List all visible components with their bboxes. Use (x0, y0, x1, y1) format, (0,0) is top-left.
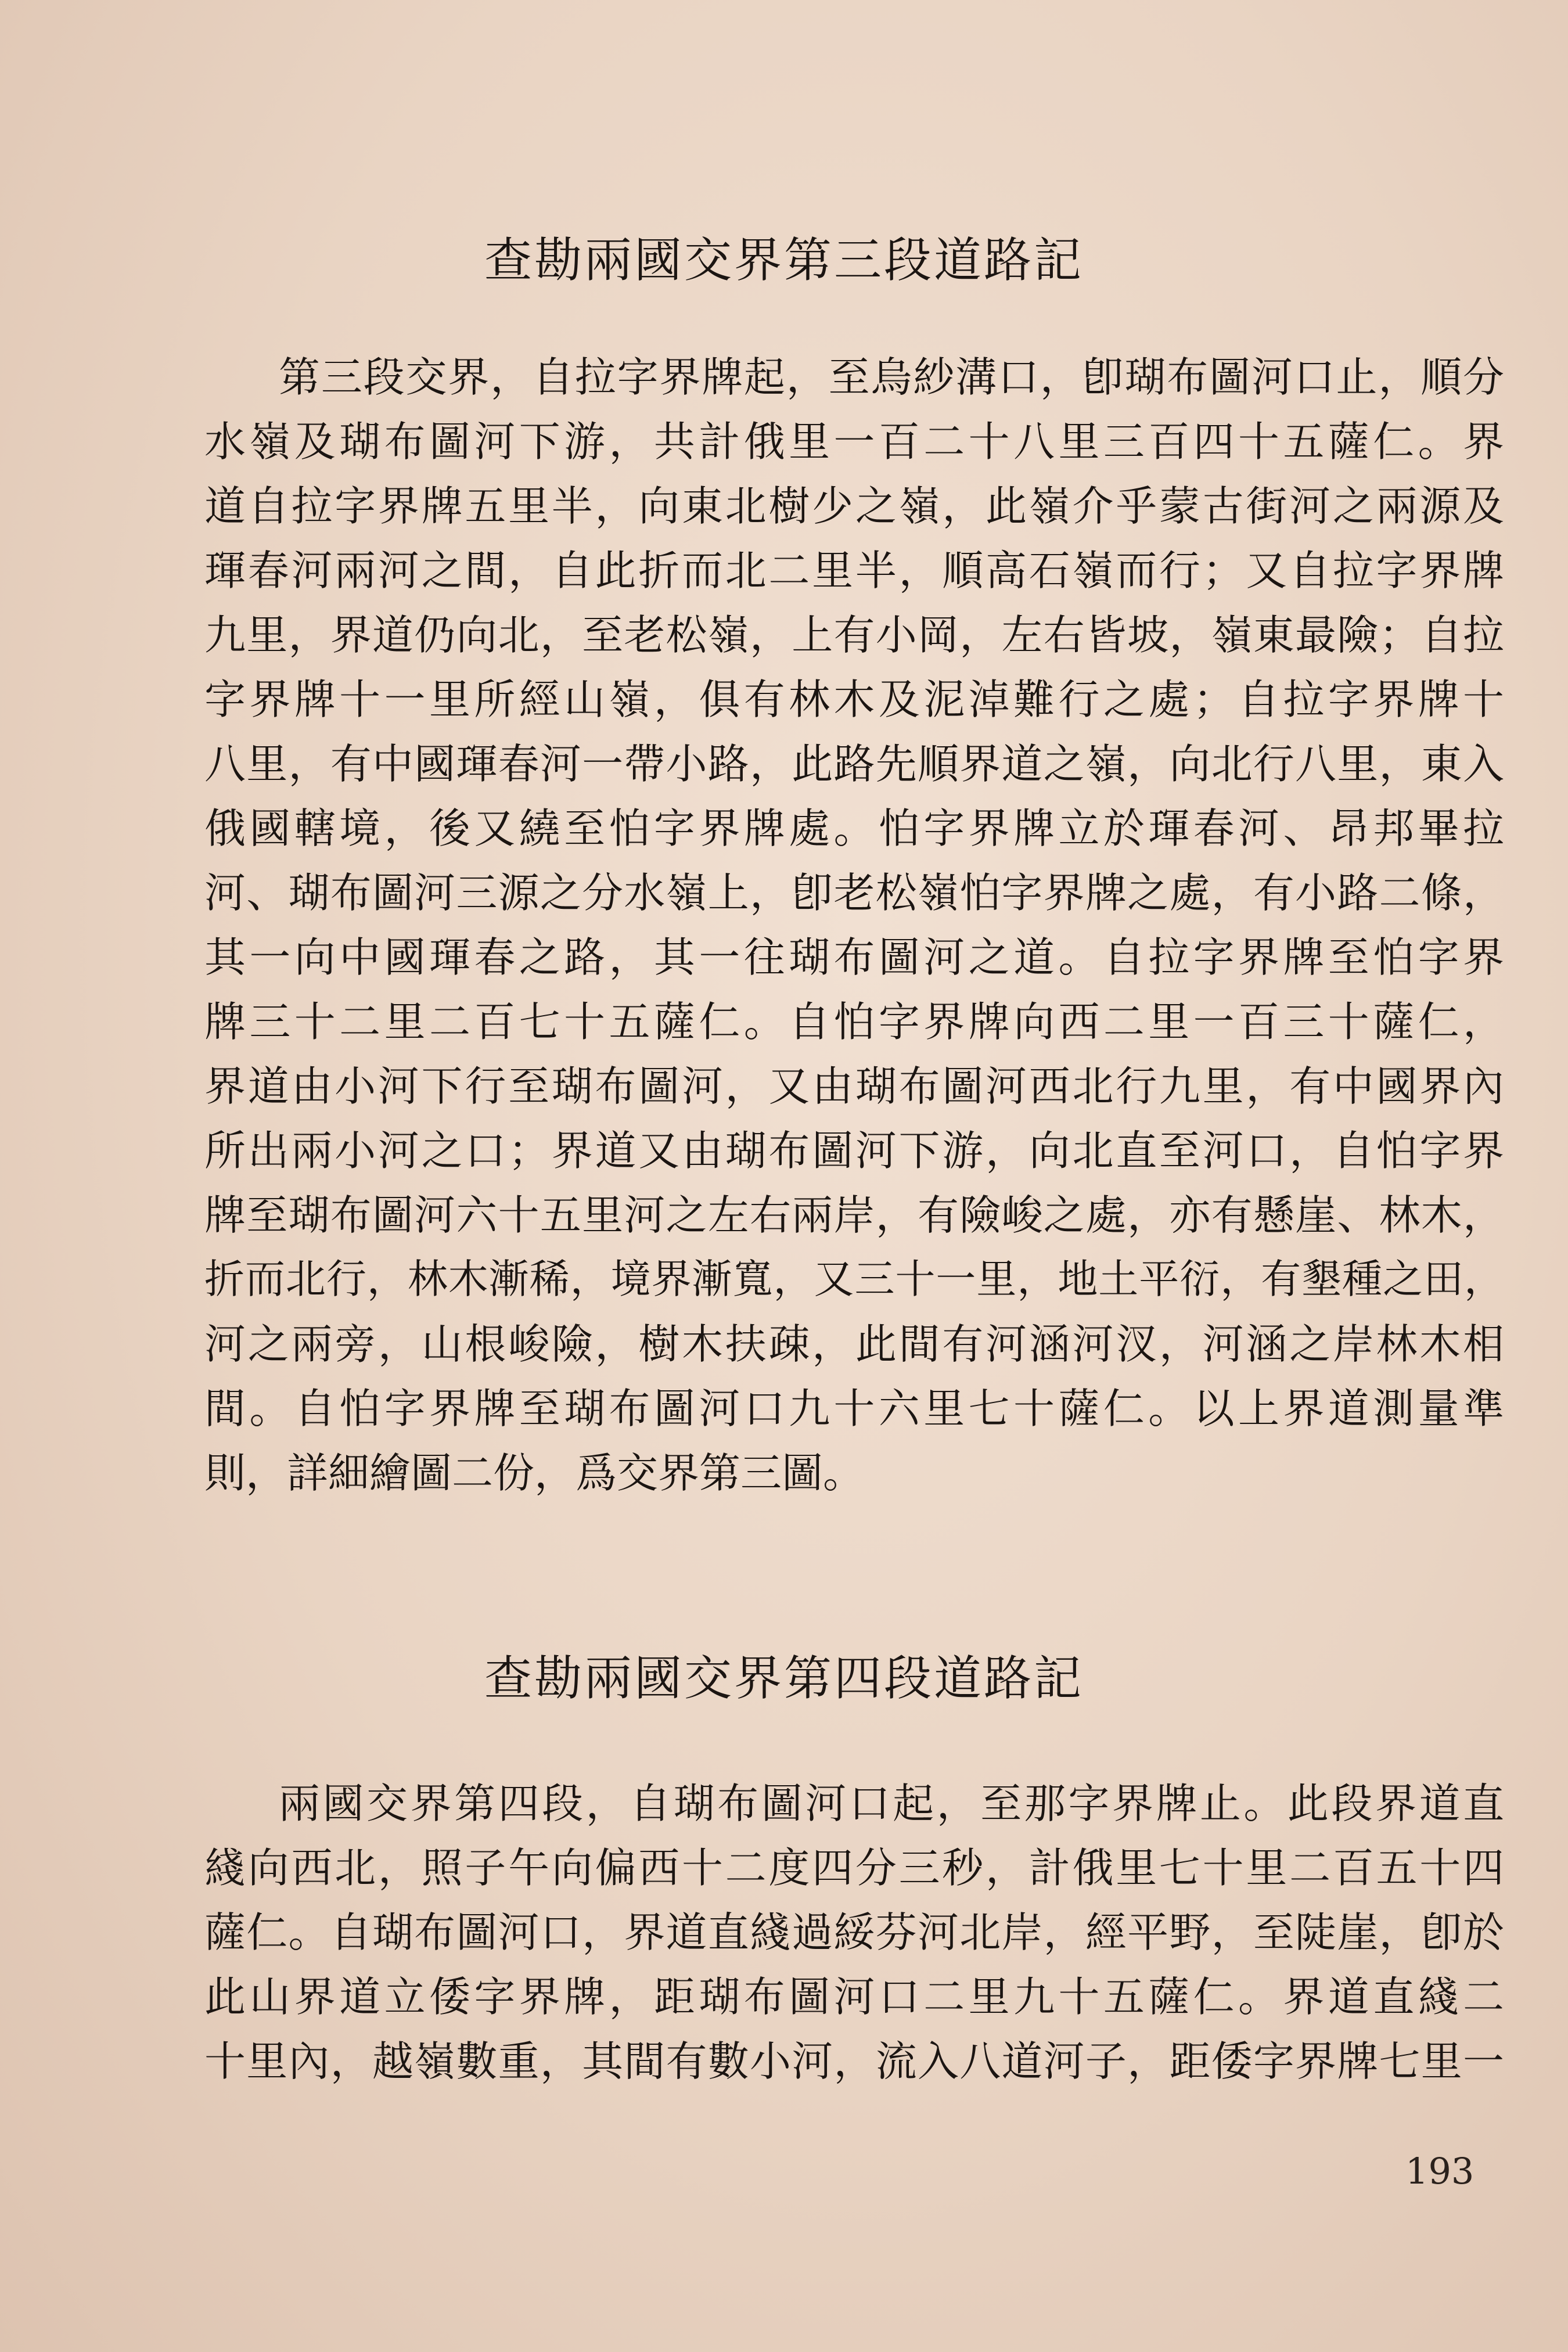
text-line: 九里，界道仍向北，至老松嶺，上有小岡，左右皆坡，嶺東最險；自拉 (204, 611, 1504, 659)
text-line: 河之兩旁，山根峻險，樹木扶疎，此間有河涵河汊，河涵之岸林木相 (204, 1320, 1504, 1368)
text-line: 牌至瑚布圖河六十五里河之左右兩岸，有險峻之處，亦有懸崖、林木， (204, 1191, 1504, 1239)
text-line: 牌三十二里二百七十五薩仁。自怕字界牌向西二里一百三十薩仁， (204, 998, 1504, 1046)
text-line: 所出兩小河之口；界道又由瑚布圖河下游，向北直至河口，自怕字界 (204, 1127, 1504, 1175)
text-line: 其一向中國琿春之路，其一往瑚布圖河之道。自拉字界牌至怕字界 (204, 933, 1504, 981)
text-line: 折而北行，林木漸稀，境界漸寬，又三十一里，地土平衍，有墾種之田， (204, 1256, 1504, 1303)
text-line: 綫向西北，照子午向偏西十二度四分三秒，計俄里七十里二百五十四 (204, 1844, 1504, 1892)
text-line: 字界牌十一里所經山嶺，俱有林木及泥淖難行之處；自拉字界牌十 (204, 675, 1504, 724)
text-line: 道自拉字界牌五里半，向東北樹少之嶺，此嶺介乎蒙古街河之兩源及 (204, 482, 1504, 530)
text-line: 此山界道立倭字界牌，距瑚布圖河口二里九十五薩仁。界道直綫二 (204, 1973, 1504, 2021)
text-line: 界道由小河下行至瑚布圖河，又由瑚布圖河西北行九里，有中國界內 (204, 1062, 1504, 1110)
text-line: 第三段交界，自拉字界牌起，至烏紗溝口，卽瑚布圖河口止，順分 (279, 353, 1504, 401)
text-line: 間。自怕字界牌至瑚布圖河口九十六里七十薩仁。以上界道測量準 (204, 1384, 1504, 1433)
text-line: 琿春河兩河之間，自此折而北二里半，順高石嶺而行；又自拉字界牌 (204, 546, 1504, 595)
section-3-title: 查勘兩國交界第三段道路記 (484, 233, 1084, 288)
section-3-text (204, 345, 1504, 1505)
section-4-text (204, 1771, 1504, 2094)
text-line: 兩國交界第四段，自瑚布圖河口起，至那字界牌止。此段界道直 (279, 1779, 1504, 1828)
section-4-title: 查勘兩國交界第四段道路記 (484, 1651, 1084, 1706)
text-line: 薩仁。自瑚布圖河口，界道直綫過綏芬河北岸，經平野，至陡崖，卽於 (204, 1908, 1504, 1957)
text-line: 十里內，越嶺數重，其間有數小河，流入八道河子，距倭字界牌七里一 (204, 2037, 1504, 2085)
text-line: 則，詳細繪圖二份，爲交界第三圖。 (204, 1449, 865, 1497)
text-line: 河、瑚布圖河三源之分水嶺上，卽老松嶺怕字界牌之處，有小路二條， (204, 869, 1504, 917)
page-number: 193 (1405, 2150, 1475, 2192)
text-line: 八里，有中國琿春河一帶小路，此路先順界道之嶺，向北行八里，東入 (204, 740, 1504, 788)
text-line: 俄國轄境，後又繞至怕字界牌處。怕字界牌立於琿春河、昂邦畢拉 (204, 804, 1504, 853)
text-line: 水嶺及瑚布圖河下游，共計俄里一百二十八里三百四十五薩仁。界 (204, 418, 1504, 466)
